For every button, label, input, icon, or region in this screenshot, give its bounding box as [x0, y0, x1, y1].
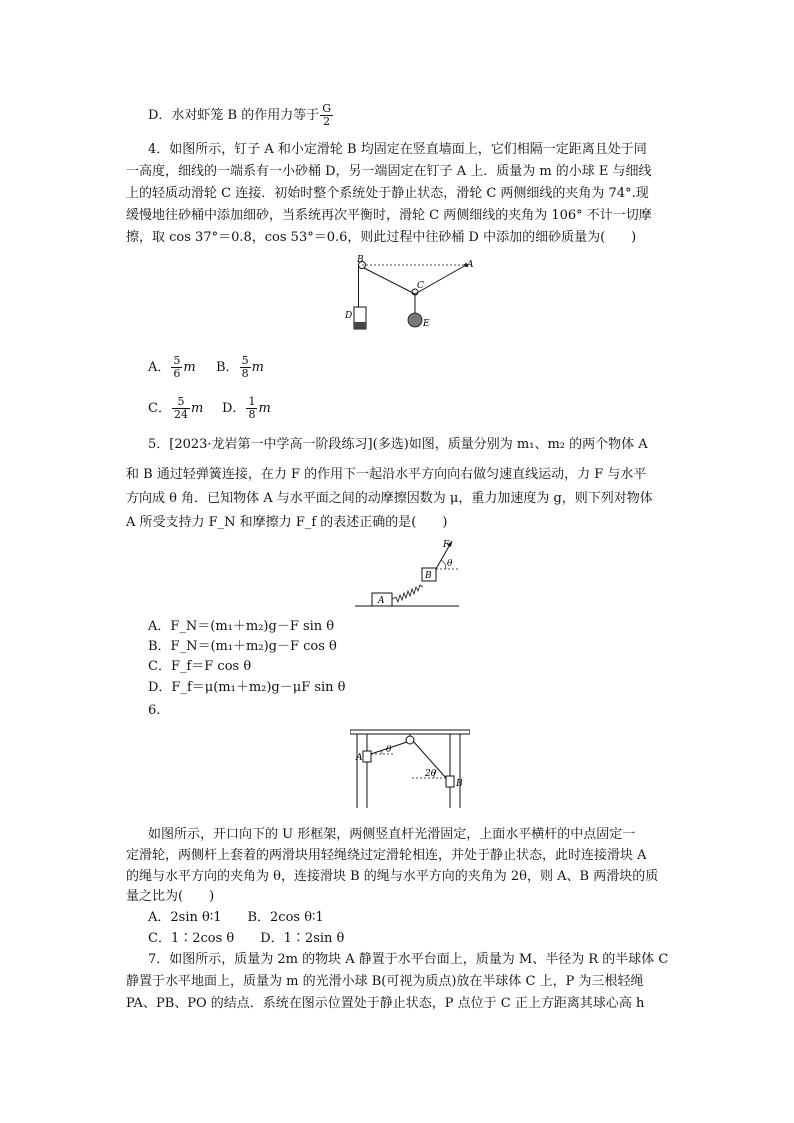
fraction-denominator: 6	[173, 367, 181, 380]
label-a: A	[356, 753, 363, 763]
q6-line-4: 量之比为( )	[126, 889, 215, 904]
label-a: A	[378, 596, 385, 606]
q5-line-3: 方向成 θ 角．已知物体 A 与水平面之间的动摩擦因数为 μ，重力加速度为 g，则下列对物体	[126, 491, 653, 506]
bucket-sand	[354, 322, 366, 329]
option-fraction	[172, 396, 190, 421]
fraction-denominator: 8	[248, 408, 256, 421]
option-fraction	[171, 355, 182, 380]
label-theta: θ	[447, 559, 453, 569]
q4-line-5: 擦，取 cos 37°＝0.8，cos 53°＝0.6，则此过程中往砂桶 D 中添加的细砂质量为( )	[126, 230, 637, 245]
option-label: D．	[222, 401, 246, 416]
option-fraction	[246, 396, 257, 421]
top-bar	[350, 730, 470, 734]
q6-line-2: 定滑轮，两侧杆上套着的两滑块用轻绳绕过定滑轮相连，并处于静止状态，此时连接滑块 A	[126, 848, 647, 863]
label-a: A	[467, 260, 474, 270]
label-two-theta: 2θ	[425, 769, 437, 779]
option-label: C．	[148, 401, 171, 416]
q5-line-1: 5．[2023·龙岩第一中学高一阶段练习](多选)如图，质量分别为 m₁、m₂ 的两个物体 A	[148, 437, 648, 452]
q5-figure	[352, 535, 462, 610]
q5-option-c: C．F_f＝F cos θ	[148, 659, 252, 674]
q6-options-row-2: C．1∶2cos θ D．1∶2sin θ	[148, 931, 345, 946]
label-d: D	[345, 311, 353, 321]
option-label: A．	[148, 360, 171, 375]
spring	[392, 585, 423, 602]
label-b: B	[456, 779, 463, 789]
q6-options-row-1: A．2sin θ∶1 B．2cos θ∶1	[148, 910, 324, 925]
option-suffix: m	[183, 360, 196, 375]
angle-arc	[441, 560, 446, 569]
q4-line-1: 4．如图所示，钉子 A 和小定滑轮 B 均固定在竖直墙面上，它们相隔一定距离且处于同	[148, 142, 647, 157]
q4-option-b	[216, 355, 264, 380]
q3-option-d	[148, 103, 334, 128]
label-e: E	[423, 319, 430, 329]
q4-line-3: 上的轻质动滑轮 C 连接．初始时整个系统处于静止状态，滑轮 C 两侧细线的夹角为 74°.现	[126, 186, 649, 201]
option-suffix: m	[251, 360, 264, 375]
q5-option-d: D．F_f＝μ(m₁＋m₂)g－μF sin θ	[148, 680, 346, 695]
q7-line-3: PA、PB、PO 的结点．系统在图示位置处于静止状态，P 点位于 C 正上方距离其球心高 h	[126, 996, 645, 1011]
q4-option-a	[148, 355, 196, 380]
option-fraction	[240, 355, 251, 380]
q6-line-1: 如图所示，开口向下的 U 形框架，两侧竖直杆光滑固定，上面水平横杆的中点固定一	[148, 827, 636, 842]
q3-option-d-fraction	[320, 103, 333, 128]
slider-a	[363, 751, 371, 762]
label-c: C	[417, 281, 424, 291]
fraction-denominator: 24	[173, 408, 188, 421]
option-suffix: m	[258, 401, 271, 416]
fraction-numerator: G	[322, 102, 332, 115]
q6-figure	[350, 728, 470, 810]
label-b: B	[357, 255, 364, 265]
q6-number: 6.	[148, 703, 161, 718]
label-b: B	[425, 571, 432, 581]
q5-line-4: A 所受支持力 F_N 和摩擦力 F_f 的表述正确的是( )	[126, 515, 448, 530]
q5-line-2: 和 B 通过轻弹簧连接，在力 F 的作用下一起沿水平方向向右做匀速直线运动，力 F 与水平	[126, 467, 647, 482]
fraction-denominator: 8	[241, 367, 249, 380]
label-f: F	[443, 540, 450, 550]
option-label: B．	[216, 360, 239, 375]
q5-option-b: B．F_N＝(m₁＋m₂)g－F cos θ	[148, 639, 337, 654]
pulley	[406, 736, 414, 744]
fraction-numerator: 1	[248, 395, 256, 408]
fraction-numerator: 5	[173, 354, 181, 367]
fraction-denominator: 2	[323, 115, 331, 128]
fraction-numerator: 5	[172, 396, 190, 409]
ball-e	[408, 313, 422, 327]
rope-bc	[364, 268, 415, 294]
slider-b	[446, 776, 454, 787]
q3-option-d-text: D．水对虾笼 B 的作用力等于	[148, 108, 320, 123]
q4-option-c	[148, 396, 203, 421]
q5-option-a: A．F_N＝(m₁＋m₂)g－F sin θ	[148, 619, 335, 634]
label-theta: θ	[386, 745, 392, 755]
option-suffix: m	[190, 401, 204, 416]
q4-line-4: 缓慢地往砂桶中添加细砂，当系统再次平衡时，滑轮 C 两侧细线的夹角为 106° 不计一切摩	[126, 208, 652, 223]
q6-line-3: 的绳与水平方向的夹角为 θ，连接滑块 B 的绳与水平方向的夹角为 2θ，则 A、B 两滑块的质	[126, 869, 659, 884]
q4-line-2: 一高度，细线的一端系有一小砂桶 D，另一端固定在钉子 A 上．质量为 m 的小球 E 与细线	[126, 164, 652, 179]
q7-line-1: 7．如图所示，质量为 2m 的物块 A 静置于水平台面上，质量为 M、半径为 R 的半球体 C	[148, 952, 669, 967]
fraction-numerator: 5	[241, 354, 249, 367]
q4-figure	[340, 252, 480, 337]
q7-line-2: 静置于水平地面上，质量为 m 的光滑小球 B(可视为质点)放在半球体 C 上，P 为三根轻绳	[126, 974, 644, 989]
q4-option-d	[222, 396, 271, 421]
